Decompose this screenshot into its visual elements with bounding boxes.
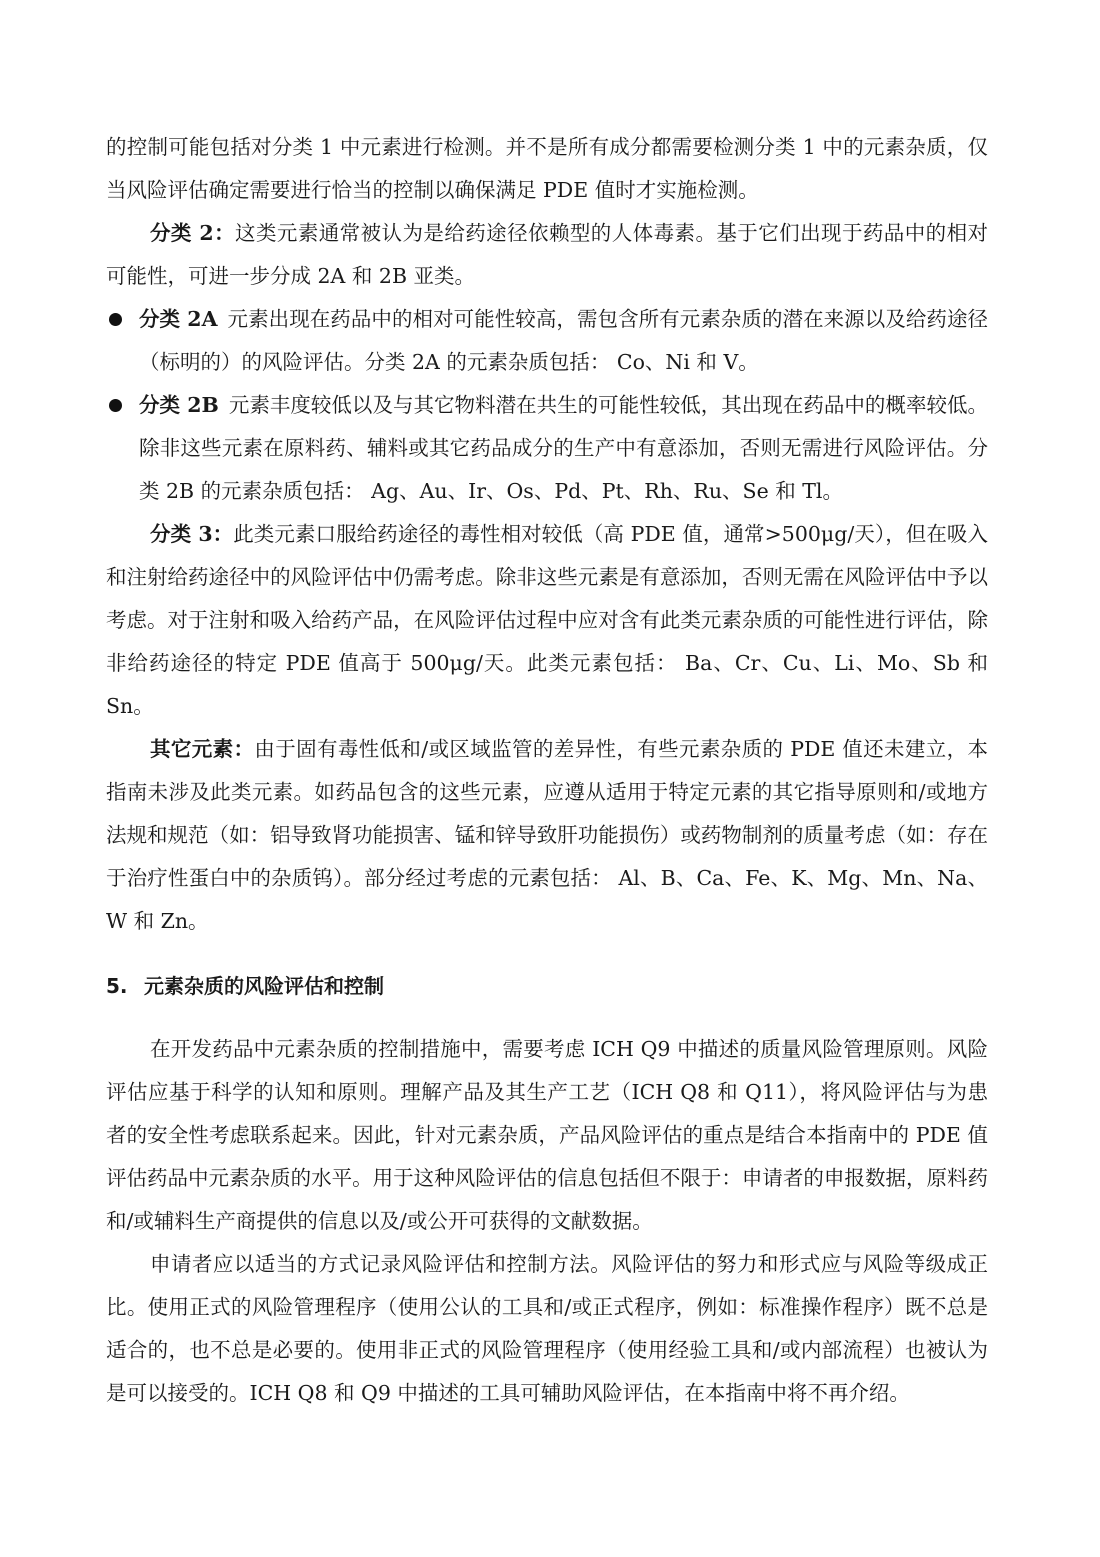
section-title: 元素杂质的风险评估和控制 — [144, 974, 384, 998]
other-label: 其它元素： — [150, 737, 255, 761]
list-item-class2b — [106, 384, 988, 513]
section5-paragraph-1: 在开发药品中元素杂质的控制措施中，需要考虑 ICH Q9 中描述的质量风险管理原则。风险评估应基于科学的认知和原则。理解产品及其生产工艺（ICH Q8 和 Q11），将风险评估与为患者的安全性考虑联系起来。因此，针对元素杂质，产品风险评估的重点是结合本指南中的 PDE 值评估药品中元素杂质的水平。用于这种风险评估的信息包括但不限于：申请者的申报数据，原料药和/或辅料生产商提供的信息以及/或公开可获得的文献数据。 — [106, 1037, 988, 1233]
class3-paragraph — [106, 513, 988, 728]
section-number: 5. — [106, 974, 128, 998]
class3-text: 此类元素口服给药途径的毒性相对较低（高 PDE 值，通常>500μg/天），但在吸入和注射给药途径中的风险评估中仍需考虑。除非这些元素是有意添加，否则无需在风险评估中予以考虑。对于注射和吸入给药产品，在风险评估过程中应对含有此类元素杂质的可能性进行评估，除非给药途径的特定 PDE 值高于 500μg/天。此类元素包括： Ba、Cr、Cu、Li、Mo、Sb 和 Sn。 — [106, 522, 988, 718]
class2a-text: 元素出现在药品中的相对可能性较高，需包含所有元素杂质的潜在来源以及给药途径（标明的）的风险评估。分类 2A 的元素杂质包括： Co、Ni 和 V。 — [139, 307, 989, 374]
intro-paragraph: 的控制可能包括对分类 1 中元素进行检测。并不是所有成分都需要检测分类 1 中的元素杂质，仅当风险评估确定需要进行恰当的控制以确保满足 PDE 值时才实施检测。 — [106, 135, 988, 202]
other-text: 由于固有毒性低和/或区域监管的差异性，有些元素杂质的 PDE 值还未建立，本指南未涉及此类元素。如药品包含的这些元素，应遵从适用于特定元素的其它指导原则和/或地方法规和规范（如：铝导致肾功能损害、锰和锌导致肝功能损伤）或药物制剂的质量考虑（如：存在于治疗性蛋白中的杂质钨）。部分经过考虑的元素包括： Al、B、Ca、Fe、K、Mg、Mn、Na、W 和 Zn。 — [106, 737, 988, 933]
class2a-label: 分类 2A — [139, 307, 218, 331]
other-elements-paragraph — [106, 728, 988, 943]
class2b-text: 元素丰度较低以及与其它物料潜在共生的可能性较低，其出现在药品中的概率较低。除非这些元素在原料药、辅料或其它药品成分的生产中有意添加，否则无需进行风险评估。分类 2B 的元素杂质包括： Ag、Au、Ir、Os、Pd、Pt、Rh、Ru、Se 和 Tl。 — [139, 393, 989, 503]
section5-paragraph-2: 申请者应以适当的方式记录风险评估和控制方法。风险评估的努力和形式应与风险等级成正比。使用正式的风险管理程序（使用公认的工具和/或正式程序，例如：标准操作程序）既不总是适合的，也不总是必要的。使用非正式的风险管理程序（使用经验工具和/或内部流程）也被认为是可以接受的。ICH Q8 和 Q9 中描述的工具可辅助风险评估，在本指南中将不再介绍。 — [106, 1252, 988, 1405]
class2-paragraph — [106, 212, 988, 298]
class2b-label: 分类 2B — [139, 393, 219, 417]
class2-text: 这类元素通常被认为是给药途径依赖型的人体毒素。基于它们出现于药品中的相对可能性，可进一步分成 2A 和 2B 亚类。 — [106, 221, 989, 288]
class2-label: 分类 2： — [150, 221, 236, 245]
class3-label: 分类 3： — [150, 522, 234, 546]
section-heading — [106, 965, 988, 1008]
document-page — [106, 126, 988, 1415]
bullet-icon — [109, 399, 122, 412]
bullet-icon — [109, 313, 122, 326]
list-item-class2a — [106, 298, 988, 384]
